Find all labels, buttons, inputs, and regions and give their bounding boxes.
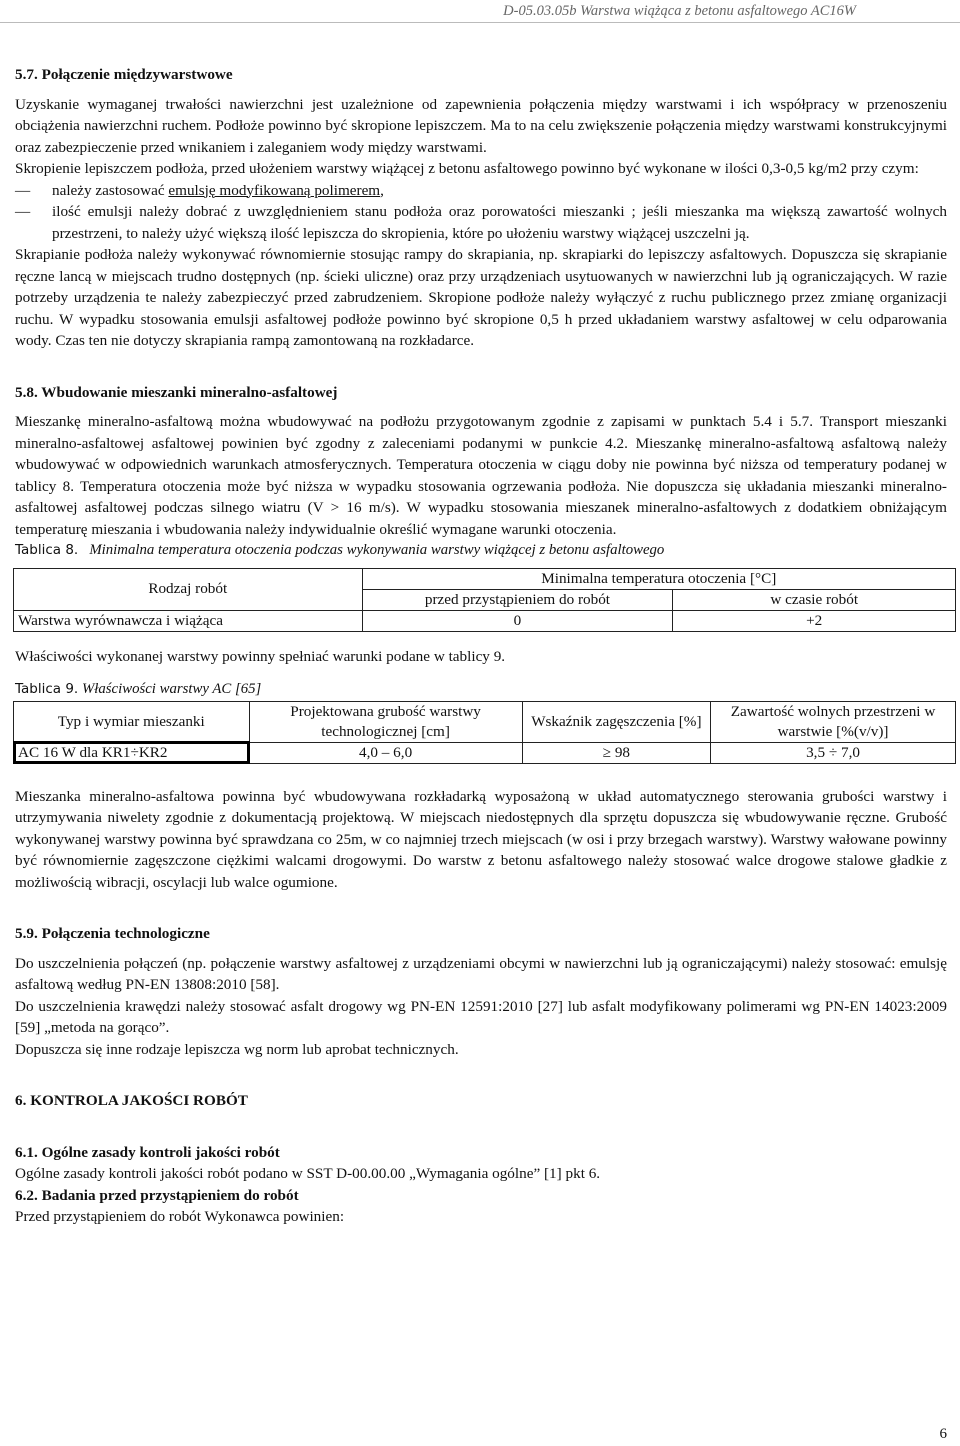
section-6-1-heading: 6.1. Ogólne zasady kontroli jakości robót — [15, 1143, 280, 1161]
table-header-cell: Rodzaj robót — [14, 568, 363, 610]
section-5-8-heading: 5.8. Wbudowanie mieszanki mineralno-asfaltowej — [15, 383, 338, 401]
table-cell: 0 — [362, 610, 673, 631]
section-5-7-heading: 5.7. Połączenie międzywarstwowe — [15, 66, 233, 83]
section-6-2-heading: 6.2. Badania przed przystąpieniem do robót — [15, 1186, 299, 1204]
table-8 — [13, 568, 956, 632]
header-rule — [0, 22, 960, 23]
section-5-8-paragraph-2: Właściwości wykonanej warstwy powinny spełniać warunki podane w tablicy 9. — [15, 647, 506, 665]
table-header-cell: przed przystąpieniem do robót — [362, 589, 673, 610]
table-cell: Warstwa wyrównawcza i wiążąca — [14, 610, 363, 631]
section-5-9-heading: 5.9. Połączenia technologiczne — [15, 925, 210, 942]
highlighted-cell: AC 16 W dla KR1÷KR2 — [14, 742, 250, 763]
section-6-2-paragraph: Przed przystąpieniem do robót Wykonawca powinien: — [15, 1208, 345, 1225]
table-row — [14, 742, 956, 763]
section-5-9-paragraph-2: Do uszczelnienia krawędzi należy stosować asfalt drogowy wg PN-EN 12591:2010 [27] lub asfalt modyfikowany polimerami wg PN-EN 14023:2009 [59] „metoda na gorąco”. — [15, 997, 947, 1036]
section-5-7-paragraph-1: Uzyskanie wymaganej trwałości nawierzchni jest uzależnione od zapewnienia połączenia między warstwami i ich współpracy w przenoszeniu obciążenia nawierzchni ruchem. Podłoże powinno być skropione lepiszczem. Ma to na celu zwiększenie połączenia między warstwami konstrukcyjnymi oraz zabezpieczenie przed wnikaniem i zaleganiem wody między warstwami. — [15, 95, 947, 156]
table-header-cell: Projektowana grubość warstwy technologicznej [cm] — [249, 701, 522, 742]
section-5-8-paragraph-1: Mieszankę mineralno-asfaltową można wbudowywać na podłożu przygotowanym zgodnie z zapisami w punktach 5.4 i 5.7. Transport mieszanki mineralno-asfaltowej asfaltowej powinien być zgodny z zaleceniami podanymi w punkcie 4.2. Mieszankę mineralno-asfaltową asfaltową należy wbudowywać w odpowiednich warunkach atmosferycznych. Temperatura otoczenia w ciągu doby nie powinna być niższa od temperatury podanej w tablicy 8. Temperatura otoczenia może być niższa w wypadku stosowania ogrzewania podłoża. Nie dopuszcza się układania mieszanki mineralno-asfaltowej asfaltowej podczas silnego wiatru (V > 16 m/s). W wypadku stosowania mieszanek mineralno-asfaltowych z dodatkiem obniżającym temperaturę mieszania i wbudowania należy indywidualnie określić wymagane warunki otoczenia. — [15, 413, 947, 538]
table-cell: 3,5 ÷ 7,0 — [711, 742, 956, 763]
table-cell: +2 — [673, 610, 956, 631]
list-item: — ilość emulsji należy dobrać z uwzględnieniem stanu podłoża oraz porowatości mieszanki ; jeśli mieszanka ma większą zawartość wolnych przestrzeni, to należy użyć większą ilość lepiszcza do skropienia, które po ułożeniu warstwy wiążącej uszczelni ją. — [15, 203, 947, 242]
section-5-8-paragraph-3: Mieszanka mineralno-asfaltowa powinna być wbudowywana rozkładarką wyposażoną w układ automatycznego sterowania grubości warstwy i utrzymywania niwelety zgodnie z dokumentacją projektową. W miejscach niedostępnych dla sprzętu dopuszcza się wbudowywanie ręczne. Grubość wykonywanej warstwy powinna być sprawdzana co 25m, w co najmniej trzech miejscach (w osi i przy brzegach warstwy). Warstwy wałowane powinny być równomiernie zagęszczone ciężkimi walcami drogowymi. Do warstw z betonu asfaltowego należy stosować walce drogowe stalowe gładkie z możliwością wibracji, oscylacji lub walce ogumione. — [15, 787, 947, 891]
section-5-9-paragraph-3: Dopuszcza się inne rodzaje lepiszcza wg norm lub aprobat technicznych. — [15, 1040, 459, 1058]
table-8-caption: Tablica 8. Minimalna temperatura otoczenia podczas wykonywania warstwy wiążącej z betonu asfaltowego — [15, 542, 665, 558]
table-header-cell: Zawartość wolnych przestrzeni w warstwie [%(v/v)] — [711, 701, 956, 742]
section-6-1-paragraph: Ogólne zasady kontroli jakości robót podano w SST D-00.00.00 „Wymagania ogólne” [1] pkt 6. — [15, 1165, 601, 1182]
dash-bullet: — — [15, 181, 31, 199]
table-header-cell: w czasie robót — [673, 589, 956, 610]
document-body — [15, 64, 947, 1228]
table-9 — [13, 701, 956, 764]
section-5-7-paragraph-2: Skropienie lepiszczem podłoża, przed ułożeniem warstwy wiążącej z betonu asfaltowego powinno być wykonane w ilości 0,3-0,5 kg/m2 przy czym: — [15, 160, 919, 177]
table-header-cell: Minimalna temperatura otoczenia [°C] — [362, 568, 955, 589]
page-header — [0, 0, 960, 24]
page-number: 6 — [939, 1426, 947, 1442]
section-5-7-paragraph-3: Skrapianie podłoża należy wykonywać równomiernie stosując rampy do skrapiania, np. skrapiarki do lepiszczy asfaltowych. Dopuszcza się skrapianie ręczne lancą w miejscach trudno dostępnych (np. ścieki uliczne) oraz przy urządzeniach usytuowanych w nawierzchni lub ją ograniczających. W razie potrzeby urządzenia te należy zabezpieczyć przed zabrudzeniem. Skropione podłoże należy wyłączyć z ruchu publicznego przez zmianę organizacji ruchu. W wypadku stosowania emulsji asfaltowej podłoże powinno być skropione 0,5 h przed układaniem warstwy asfaltowej w celu odparowania wody. Czas ten nie dotyczy skrapiania rampą zamontowaną na rozkładarce. — [15, 246, 947, 349]
running-title: D-05.03.05b Warstwa wiążąca z betonu asfaltowego AC16W — [503, 3, 856, 19]
table-cell: ≥ 98 — [522, 742, 710, 763]
bullet-list — [15, 180, 947, 245]
section-5-9-paragraph-1: Do uszczelnienia połączeń (np. połączenie warstwy asfaltowej z urządzeniami obcymi w nawierzchni lub ją ograniczającymi) należy stosować: emulsję asfaltową według PN-EN 13808:2010 [58]. — [15, 954, 947, 993]
dash-bullet: — — [15, 203, 31, 220]
list-item: — należy zastosować emulsję modyfikowaną polimerem, — [15, 180, 947, 202]
underlined-term: emulsję modyfikowaną polimerem — [168, 181, 381, 199]
table-9-caption: Tablica 9. Właściwości warstwy AC [65] — [15, 681, 262, 697]
table-row — [14, 610, 956, 631]
table-header-cell: Wskaźnik zagęszczenia [%] — [522, 701, 710, 742]
section-6-heading: 6. KONTROLA JAKOŚCI ROBÓT — [15, 1092, 248, 1109]
table-cell: 4,0 – 6,0 — [249, 742, 522, 763]
table-header-cell: Typ i wymiar mieszanki — [14, 701, 250, 742]
